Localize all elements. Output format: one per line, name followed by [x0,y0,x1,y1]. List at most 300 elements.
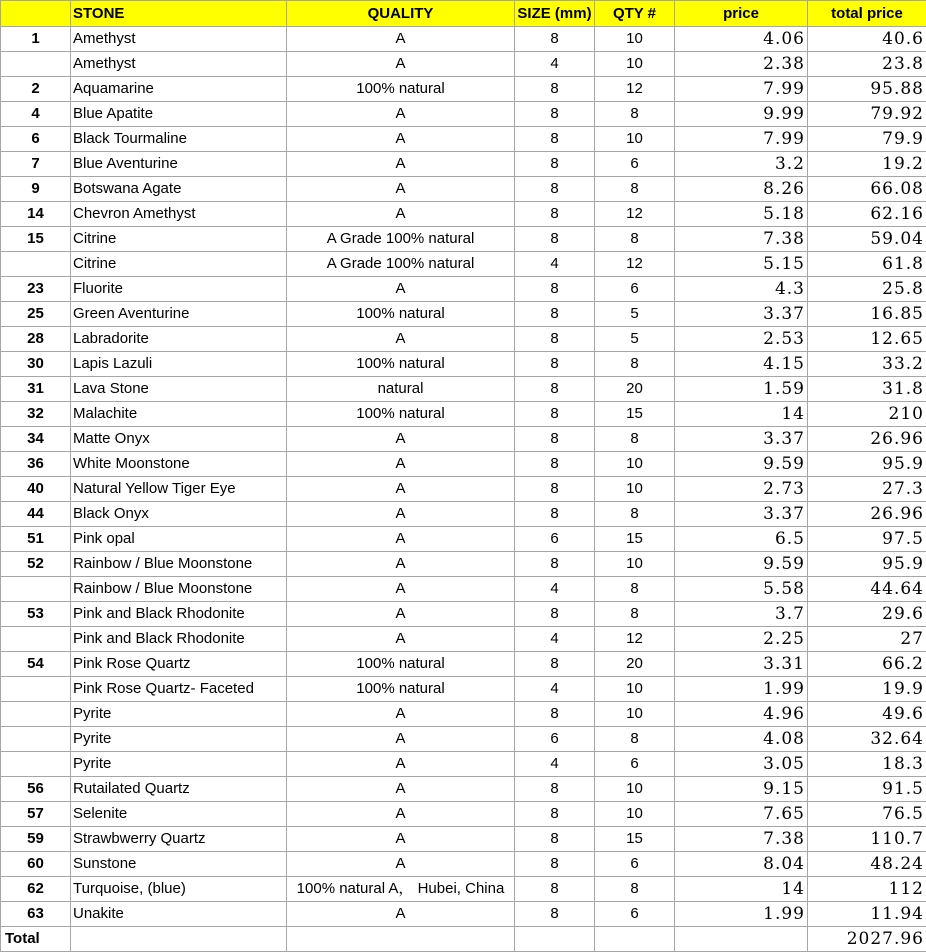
row-number-cell[interactable]: 25 [1,302,71,327]
quality-cell[interactable]: A [287,602,515,627]
size-cell[interactable]: 8 [515,552,595,577]
table-row [1,327,926,352]
header-quality[interactable]: QUALITY [287,1,515,27]
table-row [1,352,926,377]
size-cell[interactable]: 8 [515,327,595,352]
stone-name-cell[interactable]: Aquamarine [71,77,287,102]
price-cell[interactable]: 4.06 [675,27,808,52]
table-row [1,277,926,302]
total-price-cell[interactable]: 31.8 [808,377,926,402]
price-cell[interactable]: 7.99 [675,77,808,102]
header-total-price[interactable]: total price [808,1,926,27]
size-cell[interactable]: 8 [515,177,595,202]
table-row [1,652,926,677]
row-number-cell[interactable]: 1 [1,27,71,52]
quality-cell[interactable]: A [287,577,515,602]
quality-cell[interactable]: A [287,277,515,302]
size-cell[interactable]: 8 [515,127,595,152]
size-cell[interactable]: 8 [515,27,595,52]
stone-name-cell[interactable]: Blue Aventurine [71,152,287,177]
row-number-cell[interactable] [1,52,71,77]
table-row [1,602,926,627]
row-number-cell[interactable] [1,252,71,277]
quantity-cell[interactable]: 10 [595,802,675,827]
price-cell[interactable]: 7.99 [675,127,808,152]
price-cell[interactable]: 14 [675,402,808,427]
size-cell[interactable]: 4 [515,577,595,602]
total-price-cell[interactable]: 19.2 [808,152,926,177]
stone-name-cell[interactable]: Rainbow / Blue Moonstone [71,577,287,602]
quantity-cell[interactable]: 10 [595,677,675,702]
price-cell[interactable]: 4.08 [675,727,808,752]
header-price[interactable]: price [675,1,808,27]
price-cell[interactable]: 7.38 [675,827,808,852]
size-cell[interactable]: 8 [515,377,595,402]
price-cell[interactable]: 4.3 [675,277,808,302]
table-row [1,77,926,102]
quantity-cell[interactable]: 12 [595,252,675,277]
total-empty-cell[interactable] [595,927,675,952]
size-cell[interactable]: 6 [515,527,595,552]
total-price-cell[interactable]: 26.96 [808,502,926,527]
total-price-cell[interactable]: 210 [808,402,926,427]
stone-name-cell[interactable]: Rutailated Quartz [71,777,287,802]
size-cell[interactable]: 8 [515,352,595,377]
quality-cell[interactable]: A [287,152,515,177]
header-qty[interactable]: QTY # [595,1,675,27]
total-price-cell[interactable]: 12.65 [808,327,926,352]
total-empty-cell[interactable] [515,927,595,952]
quantity-cell[interactable]: 8 [595,227,675,252]
total-price-cell[interactable]: 49.6 [808,702,926,727]
quantity-cell[interactable]: 12 [595,202,675,227]
quality-cell[interactable]: A [287,527,515,552]
quality-cell[interactable]: 100% natural [287,402,515,427]
size-cell[interactable]: 8 [515,777,595,802]
row-number-cell[interactable]: 62 [1,877,71,902]
row-number-cell[interactable]: 40 [1,477,71,502]
row-number-cell[interactable] [1,752,71,777]
header-size[interactable]: SIZE (mm) [515,1,595,27]
quantity-cell[interactable]: 10 [595,127,675,152]
quality-cell[interactable]: A [287,827,515,852]
row-number-cell[interactable]: 15 [1,227,71,252]
quality-cell[interactable]: A [287,852,515,877]
quantity-cell[interactable]: 6 [595,277,675,302]
total-price-cell[interactable]: 27.3 [808,477,926,502]
row-number-cell[interactable]: 60 [1,852,71,877]
price-cell[interactable]: 1.99 [675,902,808,927]
total-price-cell[interactable]: 79.92 [808,102,926,127]
table-row [1,627,926,652]
table-row [1,827,926,852]
quality-cell[interactable]: A Grade 100% natural [287,227,515,252]
stone-name-cell[interactable]: Lapis Lazuli [71,352,287,377]
price-cell[interactable]: 7.38 [675,227,808,252]
row-number-cell[interactable]: 14 [1,202,71,227]
table-row [1,127,926,152]
price-cell[interactable]: 3.37 [675,427,808,452]
total-price-cell[interactable]: 40.6 [808,27,926,52]
quality-cell[interactable]: 100% natural [287,652,515,677]
row-number-cell[interactable]: 28 [1,327,71,352]
row-number-cell[interactable]: 9 [1,177,71,202]
total-price-cell[interactable]: 97.5 [808,527,926,552]
table-row [1,577,926,602]
size-cell[interactable]: 8 [515,902,595,927]
price-cell[interactable]: 3.7 [675,602,808,627]
size-cell[interactable]: 8 [515,77,595,102]
price-cell[interactable]: 3.37 [675,302,808,327]
quantity-cell[interactable]: 15 [595,402,675,427]
table-row [1,452,926,477]
price-cell[interactable]: 9.99 [675,102,808,127]
quantity-cell[interactable]: 8 [595,877,675,902]
price-cell[interactable]: 5.58 [675,577,808,602]
size-cell[interactable]: 8 [515,202,595,227]
quantity-cell[interactable]: 10 [595,27,675,52]
quality-cell[interactable]: A [287,777,515,802]
table-row [1,727,926,752]
price-cell[interactable]: 3.2 [675,152,808,177]
price-cell[interactable]: 6.5 [675,527,808,552]
quantity-cell[interactable]: 8 [595,177,675,202]
stone-name-cell[interactable]: Black Tourmaline [71,127,287,152]
quantity-cell[interactable]: 20 [595,377,675,402]
header-stone[interactable]: STONE [71,1,287,27]
stone-name-cell[interactable]: Turquoise, (blue) [71,877,287,902]
stone-name-cell[interactable]: Green Aventurine [71,302,287,327]
quality-cell[interactable]: A [287,127,515,152]
stone-name-cell[interactable]: Selenite [71,802,287,827]
total-price-cell[interactable]: 66.2 [808,652,926,677]
quantity-cell[interactable]: 10 [595,452,675,477]
quantity-cell[interactable]: 10 [595,52,675,77]
size-cell[interactable]: 8 [515,227,595,252]
total-price-cell[interactable]: 32.64 [808,727,926,752]
total-price-cell[interactable]: 95.88 [808,77,926,102]
quantity-cell[interactable]: 8 [595,502,675,527]
row-number-cell[interactable] [1,702,71,727]
total-price-cell[interactable]: 112 [808,877,926,902]
row-number-cell[interactable]: 30 [1,352,71,377]
quality-cell[interactable]: A [287,727,515,752]
table-row [1,102,926,127]
row-number-cell[interactable]: 53 [1,602,71,627]
table-row [1,302,926,327]
size-cell[interactable]: 8 [515,152,595,177]
total-price-cell[interactable]: 95.9 [808,552,926,577]
total-price-cell[interactable]: 25.8 [808,277,926,302]
price-cell[interactable]: 8.26 [675,177,808,202]
stone-name-cell[interactable]: White Moonstone [71,452,287,477]
price-cell[interactable]: 1.99 [675,677,808,702]
row-number-cell[interactable] [1,627,71,652]
stone-name-cell[interactable]: Lava Stone [71,377,287,402]
row-number-cell[interactable]: 7 [1,152,71,177]
row-number-cell[interactable]: 4 [1,102,71,127]
quantity-cell[interactable]: 10 [595,477,675,502]
quantity-cell[interactable]: 8 [595,602,675,627]
stone-name-cell[interactable]: Amethyst [71,27,287,52]
quality-cell[interactable]: A [287,502,515,527]
quantity-cell[interactable]: 10 [595,702,675,727]
quality-cell[interactable]: A [287,27,515,52]
size-cell[interactable]: 4 [515,252,595,277]
quantity-cell[interactable]: 8 [595,427,675,452]
table-row [1,27,926,52]
stone-name-cell[interactable]: Amethyst [71,52,287,77]
table-row [1,202,926,227]
quantity-cell[interactable]: 20 [595,652,675,677]
header-row [1,1,926,27]
stone-name-cell[interactable]: Pink Rose Quartz- Faceted [71,677,287,702]
size-cell[interactable]: 8 [515,877,595,902]
stone-name-cell[interactable]: Pyrite [71,752,287,777]
row-number-cell[interactable]: 23 [1,277,71,302]
stone-name-cell[interactable]: Malachite [71,402,287,427]
quantity-cell[interactable]: 8 [595,102,675,127]
total-price-cell[interactable]: 95.9 [808,452,926,477]
size-cell[interactable]: 8 [515,102,595,127]
size-cell[interactable]: 8 [515,652,595,677]
stone-name-cell[interactable]: Citrine [71,227,287,252]
row-number-cell[interactable]: 52 [1,552,71,577]
price-cell[interactable]: 2.25 [675,627,808,652]
size-cell[interactable]: 8 [515,852,595,877]
total-label[interactable]: Total [1,927,71,952]
total-price-cell[interactable]: 16.85 [808,302,926,327]
total-price-cell[interactable]: 91.5 [808,777,926,802]
size-cell[interactable]: 4 [515,627,595,652]
price-cell[interactable]: 14 [675,877,808,902]
stone-name-cell[interactable]: Pyrite [71,727,287,752]
total-price-cell[interactable]: 79.9 [808,127,926,152]
stone-name-cell[interactable]: Unakite [71,902,287,927]
quality-cell[interactable]: A [287,202,515,227]
quantity-cell[interactable]: 6 [595,152,675,177]
row-number-cell[interactable]: 54 [1,652,71,677]
price-cell[interactable]: 4.15 [675,352,808,377]
stone-name-cell[interactable]: Natural Yellow Tiger Eye [71,477,287,502]
table-row [1,152,926,177]
stone-name-cell[interactable]: Pink and Black Rhodonite [71,627,287,652]
quality-cell[interactable]: 100% natural A， Hubei, China [287,877,515,902]
price-cell[interactable]: 2.73 [675,477,808,502]
table-row [1,902,926,927]
table-row [1,52,926,77]
price-cell[interactable]: 5.15 [675,252,808,277]
quality-cell[interactable]: A [287,702,515,727]
price-cell[interactable]: 1.59 [675,377,808,402]
quantity-cell[interactable]: 10 [595,777,675,802]
quality-cell[interactable]: A [287,552,515,577]
stone-name-cell[interactable]: Pink Rose Quartz [71,652,287,677]
quality-cell[interactable]: A Grade 100% natural [287,252,515,277]
size-cell[interactable]: 8 [515,302,595,327]
size-cell[interactable]: 8 [515,827,595,852]
quantity-cell[interactable]: 5 [595,302,675,327]
table-row [1,377,926,402]
table-row [1,777,926,802]
quality-cell[interactable]: A [287,102,515,127]
size-cell[interactable]: 4 [515,677,595,702]
total-price-cell[interactable]: 11.94 [808,902,926,927]
quality-cell[interactable]: 100% natural [287,677,515,702]
quality-cell[interactable]: A [287,52,515,77]
quantity-cell[interactable]: 15 [595,827,675,852]
row-number-cell[interactable]: 2 [1,77,71,102]
size-cell[interactable]: 8 [515,402,595,427]
size-cell[interactable]: 8 [515,477,595,502]
size-cell[interactable]: 8 [515,802,595,827]
total-price-cell[interactable]: 110.7 [808,827,926,852]
total-price-cell[interactable]: 18.3 [808,752,926,777]
row-number-cell[interactable]: 36 [1,452,71,477]
size-cell[interactable]: 8 [515,702,595,727]
table-row [1,252,926,277]
price-cell[interactable]: 3.37 [675,502,808,527]
total-price-cell[interactable]: 62.16 [808,202,926,227]
quality-cell[interactable]: 100% natural [287,302,515,327]
stone-name-cell[interactable]: Botswana Agate [71,177,287,202]
total-price-cell[interactable]: 19.9 [808,677,926,702]
total-price-cell[interactable]: 59.04 [808,227,926,252]
total-price-cell[interactable]: 66.08 [808,177,926,202]
price-cell[interactable]: 9.59 [675,552,808,577]
quality-cell[interactable]: A [287,177,515,202]
row-number-cell[interactable]: 32 [1,402,71,427]
table-row [1,177,926,202]
quantity-cell[interactable]: 8 [595,577,675,602]
stone-name-cell[interactable]: Citrine [71,252,287,277]
stone-name-cell[interactable]: Pyrite [71,702,287,727]
quantity-cell[interactable]: 12 [595,77,675,102]
quality-cell[interactable]: A [287,427,515,452]
quality-cell[interactable]: natural [287,377,515,402]
row-number-cell[interactable]: 51 [1,527,71,552]
price-cell[interactable]: 9.59 [675,452,808,477]
quantity-cell[interactable]: 6 [595,902,675,927]
price-cell[interactable]: 5.18 [675,202,808,227]
stone-name-cell[interactable]: Fluorite [71,277,287,302]
size-cell[interactable]: 4 [515,52,595,77]
total-price-cell[interactable]: 23.8 [808,52,926,77]
total-price-cell[interactable]: 48.24 [808,852,926,877]
price-cell[interactable]: 7.65 [675,802,808,827]
size-cell[interactable]: 8 [515,277,595,302]
total-empty-cell[interactable] [675,927,808,952]
quality-cell[interactable]: A [287,902,515,927]
total-price-cell[interactable]: 29.6 [808,602,926,627]
stone-name-cell[interactable]: Pink and Black Rhodonite [71,602,287,627]
quantity-cell[interactable]: 8 [595,727,675,752]
row-number-cell[interactable]: 63 [1,902,71,927]
total-price-cell[interactable]: 33.2 [808,352,926,377]
price-cell[interactable]: 9.15 [675,777,808,802]
total-price-cell[interactable]: 44.64 [808,577,926,602]
grand-total-cell[interactable]: 2027.96 [808,927,926,952]
table-row [1,227,926,252]
row-number-cell[interactable]: 57 [1,802,71,827]
stone-name-cell[interactable]: Blue Apatite [71,102,287,127]
table-row [1,502,926,527]
table-row [1,752,926,777]
stone-name-cell[interactable]: Rainbow / Blue Moonstone [71,552,287,577]
quantity-cell[interactable]: 10 [595,552,675,577]
quality-cell[interactable]: A [287,752,515,777]
stone-name-cell[interactable]: Matte Onyx [71,427,287,452]
header-number[interactable] [1,1,71,27]
size-cell[interactable]: 6 [515,727,595,752]
quality-cell[interactable]: A [287,452,515,477]
table-row [1,702,926,727]
row-number-cell[interactable]: 44 [1,502,71,527]
row-number-cell[interactable] [1,727,71,752]
total-empty-cell[interactable] [287,927,515,952]
total-price-cell[interactable]: 61.8 [808,252,926,277]
price-cell[interactable]: 3.31 [675,652,808,677]
row-number-cell[interactable]: 59 [1,827,71,852]
total-price-cell[interactable]: 76.5 [808,802,926,827]
price-cell[interactable]: 2.38 [675,52,808,77]
size-cell[interactable]: 4 [515,752,595,777]
size-cell[interactable]: 8 [515,427,595,452]
quantity-cell[interactable]: 12 [595,627,675,652]
price-cell[interactable]: 2.53 [675,327,808,352]
row-number-cell[interactable] [1,577,71,602]
size-cell[interactable]: 8 [515,452,595,477]
stone-name-cell[interactable]: Strawbwerry Quartz [71,827,287,852]
row-number-cell[interactable]: 56 [1,777,71,802]
table-body [1,27,926,927]
total-price-cell[interactable]: 26.96 [808,427,926,452]
total-empty-cell[interactable] [71,927,287,952]
price-cell[interactable]: 8.04 [675,852,808,877]
price-cell[interactable]: 3.05 [675,752,808,777]
row-number-cell[interactable]: 6 [1,127,71,152]
table-row [1,527,926,552]
quality-cell[interactable]: 100% natural [287,352,515,377]
total-price-cell[interactable]: 27 [808,627,926,652]
quantity-cell[interactable]: 15 [595,527,675,552]
quantity-cell[interactable]: 6 [595,852,675,877]
quality-cell[interactable]: 100% natural [287,77,515,102]
row-number-cell[interactable]: 34 [1,427,71,452]
quality-cell[interactable]: A [287,477,515,502]
table-row [1,852,926,877]
stone-name-cell[interactable]: Pink opal [71,527,287,552]
quality-cell[interactable]: A [287,627,515,652]
table-row [1,427,926,452]
table-row [1,677,926,702]
quantity-cell[interactable]: 5 [595,327,675,352]
stone-name-cell[interactable]: Black Onyx [71,502,287,527]
stone-name-cell[interactable]: Chevron Amethyst [71,202,287,227]
price-cell[interactable]: 4.96 [675,702,808,727]
row-number-cell[interactable] [1,677,71,702]
stone-name-cell[interactable]: Labradorite [71,327,287,352]
quantity-cell[interactable]: 6 [595,752,675,777]
size-cell[interactable]: 8 [515,502,595,527]
quantity-cell[interactable]: 8 [595,352,675,377]
table-row [1,552,926,577]
size-cell[interactable]: 8 [515,602,595,627]
quality-cell[interactable]: A [287,327,515,352]
stone-name-cell[interactable]: Sunstone [71,852,287,877]
row-number-cell[interactable]: 31 [1,377,71,402]
quality-cell[interactable]: A [287,802,515,827]
